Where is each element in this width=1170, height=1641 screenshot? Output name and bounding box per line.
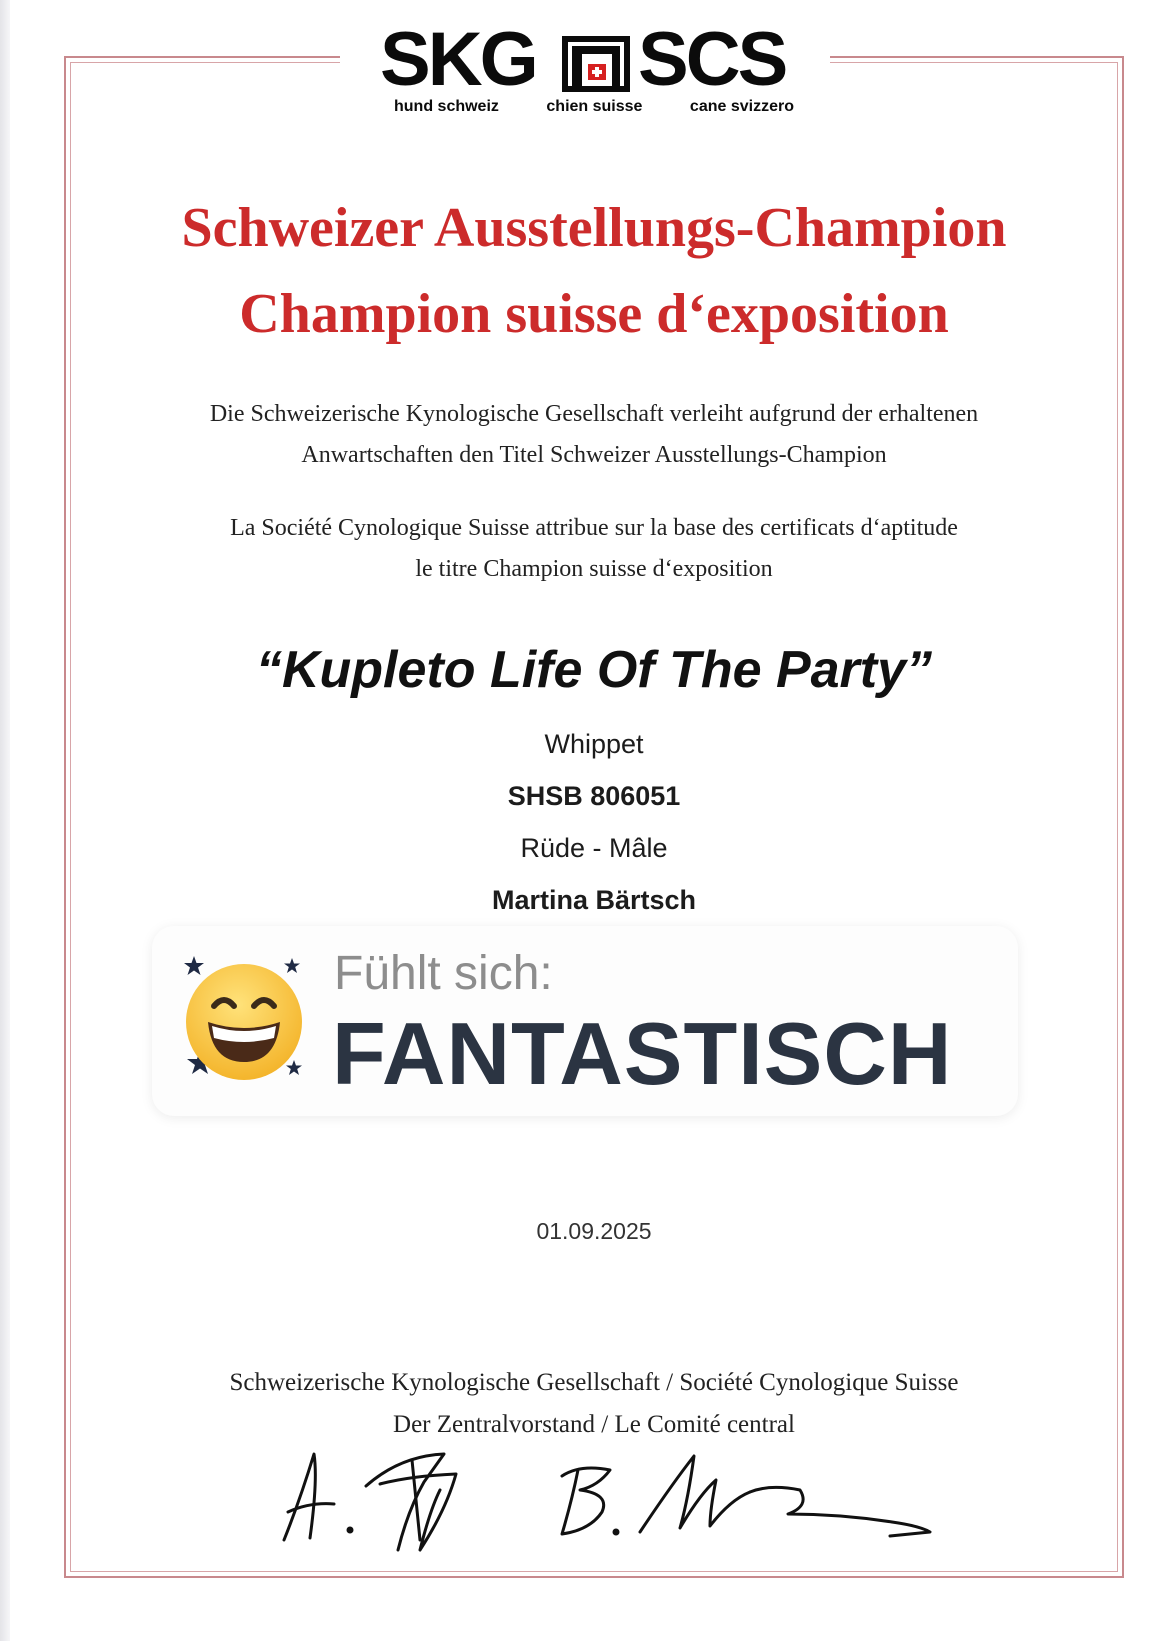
registration-number: SHSB 806051 — [507, 781, 681, 811]
grinning-face-with-stars-icon — [182, 950, 306, 1090]
swiss-kennel-emblem-icon — [560, 32, 632, 96]
logo-right-word: SCS — [638, 17, 786, 102]
title-german: Schweizer Ausstellungs-Champion — [181, 197, 1007, 259]
owner-name: Martina Bärtsch — [491, 885, 697, 915]
dog-name: “Kupleto Life Of The Party” — [255, 641, 933, 699]
feeling-sticker[interactable] — [152, 926, 1018, 1116]
body-text-french-line: le titre Champion suisse d‘exposition — [415, 556, 773, 582]
body-text-german-line: Anwartschaften den Titel Schweizer Ausstellungs-Champion — [301, 442, 887, 468]
logo-tagline — [394, 98, 794, 116]
page-edge — [0, 0, 10, 1641]
logo-left-word: SKG — [380, 17, 536, 102]
feeling-label: Fühlt sich: — [334, 947, 553, 1000]
certificate-date: 01.09.2025 — [536, 1218, 652, 1244]
body-text-french-line: La Société Cynologique Suisse attribue sur la base des certificats d‘aptitude — [230, 515, 958, 541]
signature-left — [284, 1454, 456, 1550]
issuer-line: Schweizerische Kynologische Gesellschaft / Société Cynologique Suisse — [229, 1369, 959, 1396]
body-text-french — [70, 508, 1118, 590]
dog-sex: Rüde - Mâle — [520, 833, 668, 863]
committee-line: Der Zentralvorstand / Le Comité central — [393, 1411, 795, 1438]
feeling-value: FANTASTISCH — [332, 1004, 953, 1103]
dog-breed: Whippet — [544, 729, 644, 759]
skg-scs-logo — [380, 17, 800, 122]
tagline-de: hund schweiz — [394, 98, 499, 115]
tagline-it: cane svizzero — [689, 98, 794, 115]
signatures — [280, 1440, 960, 1580]
title-french: Champion suisse d‘exposition — [239, 283, 949, 345]
tagline-fr: chien suisse — [546, 98, 643, 115]
signature-right — [562, 1456, 930, 1536]
body-text-german — [70, 394, 1118, 476]
body-text-german-line: Die Schweizerische Kynologische Gesellschaft verleiht aufgrund der erhaltenen — [209, 401, 979, 427]
